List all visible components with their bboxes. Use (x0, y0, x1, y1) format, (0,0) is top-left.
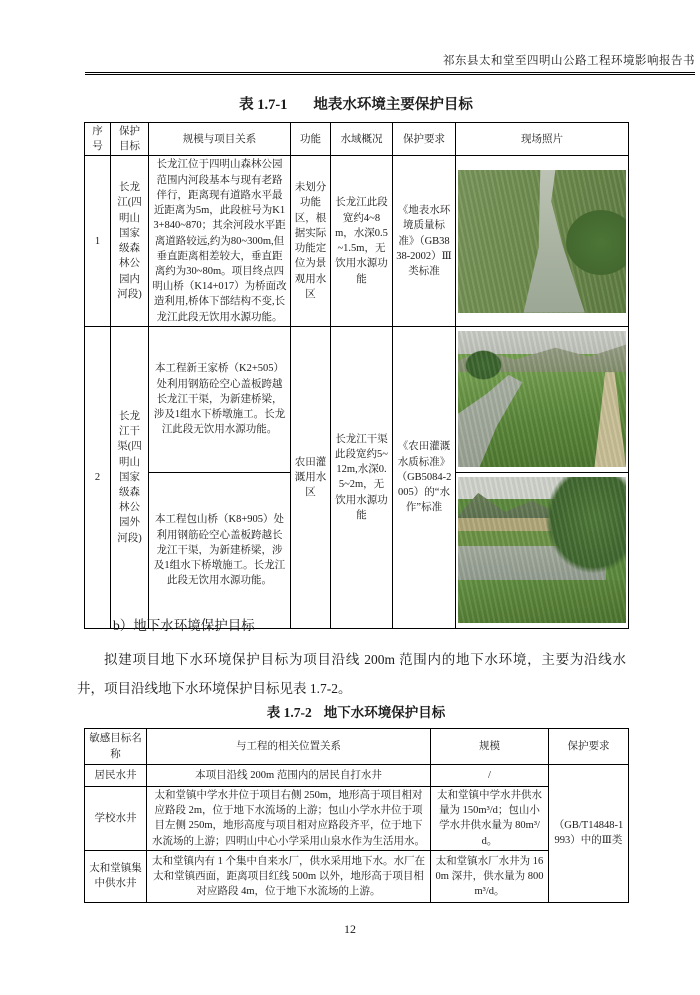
cell-relation-school: 太和堂镇中学水井位于项目右侧 250m，地形高于项目相对应路段 2m，位于地下水流场的上游；包山小学水井位于项目左侧 250m，地形高度与项目相对应路段齐平，位于地下水流场的上游；四明山中心小学采用山泉水作为生活用水。 (147, 787, 431, 851)
cell-function-1: 未划分功能区，根据实际功能定位为景观用水区 (291, 156, 331, 326)
cell-scale-school: 太和堂镇中学水井供水量为 150m³/d；包山小学水井供水量为 80m³/d。 (431, 787, 549, 851)
section-paragraph: 拟建项目地下水环境保护目标为项目沿线 200m 范围内的地下水环境，主要为沿线水井，项目沿线地下水环境保护目标见表 1.7-2。 (77, 652, 626, 696)
cell-function-2: 农田灌溉用水区 (291, 326, 331, 628)
table2-header-row (85, 729, 629, 765)
cell-relation-resident: 本项目沿线 200m 范围内的居民自打水井 (147, 765, 431, 787)
cell-name-school: 学校水井 (85, 787, 147, 851)
th-requirement: 保护要求 (393, 123, 456, 156)
cell-protection-requirement: （GB/T14848-1993）中的Ⅲ类 (549, 765, 629, 903)
site-photo-stream (458, 170, 626, 313)
cell-relation-2b: 本工程包山桥（K8+905）处利用钢筋砼空心盖板跨越长龙江干渠，为新建桥梁，涉及1组水下桥墩施工。长龙江此段无饮用水源功能。 (149, 472, 291, 628)
photo-grass-texture (458, 477, 626, 623)
th-water: 水域概况 (331, 123, 393, 156)
table-row (85, 156, 629, 326)
cell-scale-resident: / (431, 765, 549, 787)
cell-seq-1: 1 (85, 156, 111, 326)
th-target: 保护目标 (111, 123, 149, 156)
table-row (85, 765, 629, 787)
th-protection: 保护要求 (549, 729, 629, 765)
table2-caption (84, 701, 628, 721)
cell-relation-1: 长龙江位于四明山森林公园范围内河段基本与现有老路伴行，距离现有道路水平最近距离为5m，此段桩号为K13+840~870；其余河段水平距离道路较远,约为80~300m,但垂直距离相差较大，垂直距离约为30~80m。项目终点四明山桥（K14+017）为桥面改造利用,桥体下部结构不变,长龙江此段无饮用水源功能。 (149, 156, 291, 326)
cell-name-town: 太和堂镇集中供水井 (85, 850, 147, 902)
surface-water-table (84, 122, 629, 629)
cell-target-2: 长龙江干渠(四明山国家级森林公园外河段) (111, 326, 149, 628)
table1-header-row (85, 123, 629, 156)
th-photo: 现场照片 (456, 123, 629, 156)
th-position-relation: 与工程的相关位置关系 (147, 729, 431, 765)
table1-caption-label: 表 1.7-1 (239, 97, 288, 113)
cell-photo-2b (456, 472, 629, 628)
cell-requirement-2: 《农田灌溉水质标准》（GB5084-2005）的“水作”标准 (393, 326, 456, 628)
table2-caption-label: 表 1.7-2 (266, 705, 312, 720)
cell-seq-2: 2 (85, 326, 111, 628)
cell-requirement-1: 《地表水环境质量标准》（GB3838-2002）Ⅲ类标准 (393, 156, 456, 326)
th-function: 功能 (291, 123, 331, 156)
table1-caption (84, 93, 628, 114)
photo-grass-texture (458, 331, 626, 467)
page-number: 12 (344, 922, 356, 936)
table1-caption-text: 地表水环境主要保护目标 (313, 97, 473, 113)
cell-scale-town: 太和堂镇水厂水井为 160m 深井，供水量为 800m³/d。 (431, 850, 549, 902)
th-scale: 规模 (431, 729, 549, 765)
cell-target-1: 长龙江(四明山国家级森林公园内河段) (111, 156, 149, 326)
groundwater-section (77, 616, 626, 703)
cell-photo-2a (456, 326, 629, 472)
cell-photo-1 (456, 156, 629, 326)
site-photo-canal (458, 331, 626, 467)
th-sensitive-name: 敏感目标名称 (85, 729, 147, 765)
table-row (85, 326, 629, 472)
th-seq: 序号 (85, 123, 111, 156)
cell-water-1: 长龙江此段宽约4~8m，水深0.5~1.5m，无饮用水源功能 (331, 156, 393, 326)
table2-caption-text: 地下水环境保护目标 (323, 705, 446, 720)
section-heading: b）地下水环境保护目标 (113, 618, 255, 633)
table-row (85, 850, 629, 902)
table-row (85, 787, 629, 851)
cell-water-2: 长龙江干渠此段宽约5~12m,水深0.5~2m，无饮用水源功能 (331, 326, 393, 628)
cell-relation-2a: 本工程新王家桥（K2+505）处利用钢筋砼空心盖板跨越长龙江干渠，为新建桥梁，涉及1组水下桥墩施工。长龙江此段无饮用水源功能。 (149, 326, 291, 472)
groundwater-table (84, 728, 629, 903)
site-photo-river (458, 477, 626, 623)
cell-relation-town: 太和堂镇内有 1 个集中自来水厂，供水采用地下水。水厂在太和堂镇西面，距离项目红线 500m 以外，地形高于项目相对应路段 4m，位于地下水流场的上游。 (147, 850, 431, 902)
cell-name-resident: 居民水井 (85, 765, 147, 787)
running-head: 祁东县太和堂至四明山公路工程环境影响报告书 (85, 52, 695, 75)
th-relation: 规模与项目关系 (149, 123, 291, 156)
